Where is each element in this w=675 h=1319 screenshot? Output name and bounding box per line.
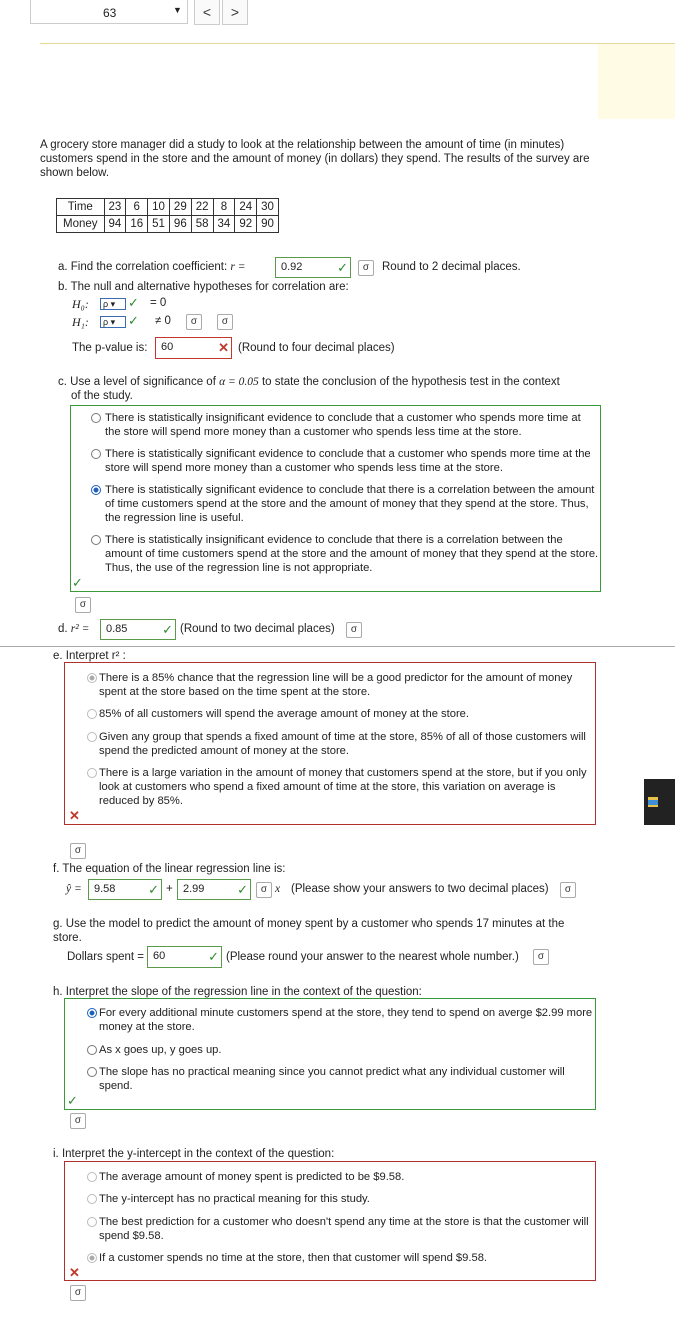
cross-icon: ✕ bbox=[69, 808, 80, 823]
r-squared-variable: r² = bbox=[70, 623, 90, 635]
tool-icon[interactable]: σ bbox=[560, 882, 576, 898]
radio-i-4[interactable] bbox=[87, 1253, 97, 1263]
tool-icon[interactable]: σ bbox=[358, 260, 374, 276]
h0-label: H₀: bbox=[72, 297, 89, 311]
r-squared-value: 0.85 bbox=[106, 623, 128, 635]
table-cell: 10 bbox=[148, 199, 170, 216]
correlation-value: 0.92 bbox=[281, 261, 303, 273]
part-f-label: f. The equation of the linear regression line is: bbox=[53, 863, 286, 875]
correlation-input[interactable] bbox=[275, 257, 351, 278]
slope-input[interactable] bbox=[177, 879, 251, 900]
side-widget-button[interactable] bbox=[644, 779, 675, 825]
radio-e-1[interactable] bbox=[87, 673, 97, 683]
check-icon: ✓ bbox=[148, 882, 159, 897]
data-table bbox=[56, 198, 279, 233]
table-cell: 58 bbox=[191, 216, 213, 233]
tool-icon[interactable]: σ bbox=[217, 314, 233, 330]
r-squared-input[interactable] bbox=[100, 619, 176, 640]
part-c-text-3: of the study. bbox=[71, 390, 133, 402]
table-row bbox=[57, 199, 279, 216]
h0-select[interactable]: ρ ▾ bbox=[100, 298, 126, 310]
table-cell: 30 bbox=[257, 199, 279, 216]
tool-icon[interactable]: σ bbox=[70, 1113, 86, 1129]
option-h-2[interactable]: As x goes up, y goes up. bbox=[99, 1044, 222, 1056]
radio-e-4[interactable] bbox=[87, 768, 97, 778]
option-c-2[interactable]: There is statistically significant evidence to conclude that a customer who spends more time at the store will spend more money than a customer who spends less time at the store. bbox=[105, 448, 591, 474]
check-icon: ✓ bbox=[128, 313, 139, 328]
question-select[interactable] bbox=[30, 0, 188, 24]
h1-relation: ≠ 0 bbox=[155, 315, 171, 327]
pvalue-note: (Round to four decimal places) bbox=[238, 342, 395, 354]
tool-icon[interactable]: σ bbox=[186, 314, 202, 330]
chevron-down-icon: ▼ bbox=[173, 5, 182, 15]
section-divider bbox=[0, 646, 675, 647]
pvalue-value: 60 bbox=[161, 341, 174, 353]
check-icon: ✓ bbox=[128, 295, 139, 310]
tool-icon[interactable]: σ bbox=[256, 882, 272, 898]
h1-select[interactable]: ρ ▾ bbox=[100, 316, 126, 328]
question-number: 63 bbox=[103, 6, 117, 20]
tool-icon[interactable]: σ bbox=[70, 1285, 86, 1301]
table-cell: 8 bbox=[213, 199, 235, 216]
x-variable: x bbox=[275, 883, 281, 895]
option-c-4[interactable]: There is statistically insignificant evidence to conclude that there is a correlation between the amount of time customers spend at the store and the amount of money that they spend at the store. Thus, the use of the regression line is not appropriate. bbox=[105, 534, 599, 574]
next-question-button[interactable]: > bbox=[222, 0, 248, 25]
part-g-label: g. Use the model to predict the amount of money spent by a customer who spends 17 minutes at the store. bbox=[53, 918, 565, 944]
radio-e-3[interactable] bbox=[87, 732, 97, 742]
radio-h-1[interactable] bbox=[87, 1008, 97, 1018]
table-cell: 24 bbox=[235, 199, 257, 216]
radio-c-2[interactable] bbox=[91, 449, 101, 459]
check-icon: ✓ bbox=[337, 260, 348, 275]
radio-i-1[interactable] bbox=[87, 1172, 97, 1182]
option-h-1[interactable]: For every additional minute customers spend at the store, they tend to spend on averge $2.99 more money at the store. bbox=[99, 1007, 593, 1033]
radio-i-2[interactable] bbox=[87, 1194, 97, 1204]
radio-i-3[interactable] bbox=[87, 1217, 97, 1227]
radio-h-3[interactable] bbox=[87, 1067, 97, 1077]
table-cell: 92 bbox=[235, 216, 257, 233]
option-h-3[interactable]: The slope has no practical meaning since you cannot predict what any individual customer will spend. bbox=[99, 1066, 565, 1092]
plus-sign: + bbox=[166, 883, 173, 895]
tool-icon[interactable]: σ bbox=[533, 949, 549, 965]
option-e-2[interactable]: 85% of all customers will spend the average amount of money at the store. bbox=[99, 708, 470, 720]
dollars-value: 60 bbox=[153, 950, 166, 962]
part-c-text-2: to state the conclusion of the hypothesis test in the context bbox=[258, 376, 560, 388]
part-b-label: b. The null and alternative hypotheses for correlation are: bbox=[58, 281, 349, 293]
alpha-value: α = 0.05 bbox=[219, 376, 259, 388]
table-row bbox=[57, 216, 279, 233]
table-cell: 51 bbox=[148, 216, 170, 233]
table-cell: 22 bbox=[191, 199, 213, 216]
h0-select-value: ρ bbox=[103, 299, 109, 309]
table-cell: 90 bbox=[257, 216, 279, 233]
part-d-label bbox=[58, 623, 89, 635]
option-e-3[interactable]: Given any group that spends a fixed amount of time at the store, 85% of all of those customers will spend the predicted amount of money at the store. bbox=[99, 731, 586, 757]
yhat-label: ŷ = bbox=[66, 883, 82, 895]
part-c-label bbox=[58, 375, 603, 403]
option-c-3[interactable]: There is statistically significant evidence to conclude that there is a correlation between the amount of time customers spend at the store and the amount of money that they spend at the store. Thus, the regression line is useful. bbox=[105, 484, 595, 524]
slope-value: 2.99 bbox=[183, 883, 205, 895]
problem-intro: A grocery store manager did a study to look at the relationship between the amount of time (in minutes) customers spend in the store and the amount of money (in dollars) they spend. The results of the survey are shown below. bbox=[40, 139, 590, 179]
notice-panel bbox=[598, 44, 675, 119]
part-c-text: c. Use a level of significance of bbox=[58, 376, 220, 388]
tool-icon[interactable]: σ bbox=[75, 597, 91, 613]
divider bbox=[40, 43, 675, 44]
dollars-input[interactable] bbox=[147, 946, 222, 968]
option-e-4[interactable]: There is a large variation in the amount of money that customers spend at the store, but if you only look at customers who spend a fixed amount of time at the store, this variation on average is reduced by 85%. bbox=[99, 767, 587, 807]
tool-icon[interactable]: σ bbox=[70, 843, 86, 859]
part-a-note: Round to 2 decimal places. bbox=[382, 261, 521, 273]
part-a-text: a. Find the correlation coefficient: bbox=[58, 261, 231, 273]
part-i-label: i. Interpret the y-intercept in the context of the question: bbox=[53, 1148, 335, 1160]
row-header: Time bbox=[57, 199, 105, 216]
table-cell: 94 bbox=[104, 216, 126, 233]
check-icon: ✓ bbox=[237, 882, 248, 897]
pvalue-input[interactable] bbox=[155, 337, 232, 359]
r-variable: r = bbox=[230, 261, 246, 273]
radio-h-2[interactable] bbox=[87, 1045, 97, 1055]
part-g-note: (Please round your answer to the nearest whole number.) bbox=[226, 951, 519, 963]
part-a-label bbox=[58, 261, 246, 273]
row-header: Money bbox=[57, 216, 105, 233]
cross-icon: ✕ bbox=[218, 340, 229, 355]
option-i-3[interactable]: The best prediction for a customer who doesn't spend any time at the store is that the customer will spend $9.58. bbox=[99, 1216, 589, 1242]
part-d-note: (Round to two decimal places) bbox=[180, 623, 335, 635]
check-icon: ✓ bbox=[208, 949, 219, 964]
table-cell: 34 bbox=[213, 216, 235, 233]
option-e-1[interactable]: There is a 85% chance that the regression line will be a good predictor for the amount of money spent at the store based on the time spent at the store. bbox=[99, 672, 573, 698]
part-e-label: e. Interpret r² : bbox=[53, 650, 126, 662]
widget-icon-accent bbox=[648, 800, 658, 805]
intercept-value: 9.58 bbox=[94, 883, 116, 895]
table-cell: 6 bbox=[126, 199, 148, 216]
prev-question-button[interactable]: < bbox=[194, 0, 220, 25]
pvalue-label: The p-value is: bbox=[72, 342, 148, 354]
part-h-label: h. Interpret the slope of the regression line in the context of the question: bbox=[53, 986, 422, 998]
part-d-text: d. bbox=[58, 623, 68, 635]
radio-e-2[interactable] bbox=[87, 709, 97, 719]
radio-c-3[interactable] bbox=[91, 485, 101, 495]
option-c-1[interactable]: There is statistically insignificant evidence to conclude that a customer who spends more time at the store will spend more money than a customer who spends less time at the store. bbox=[105, 412, 581, 438]
table-cell: 23 bbox=[104, 199, 126, 216]
h1-label: H₁: bbox=[72, 315, 89, 329]
radio-c-1[interactable] bbox=[91, 413, 101, 423]
check-icon: ✓ bbox=[162, 622, 173, 637]
check-icon: ✓ bbox=[67, 1093, 78, 1108]
part-f-note: (Please show your answers to two decimal places) bbox=[291, 883, 549, 895]
option-i-1[interactable]: The average amount of money spent is predicted to be $9.58. bbox=[99, 1171, 405, 1183]
radio-c-4[interactable] bbox=[91, 535, 101, 545]
cross-icon: ✕ bbox=[69, 1265, 80, 1280]
dollars-label: Dollars spent = bbox=[67, 951, 145, 963]
option-i-4[interactable]: If a customer spends no time at the store, then that customer will spend $9.58. bbox=[99, 1252, 488, 1264]
check-icon: ✓ bbox=[72, 575, 83, 590]
table-cell: 16 bbox=[126, 216, 148, 233]
tool-icon[interactable]: σ bbox=[346, 622, 362, 638]
h1-select-value: ρ bbox=[103, 317, 109, 327]
intercept-input[interactable] bbox=[88, 879, 162, 900]
table-cell: 96 bbox=[169, 216, 191, 233]
h0-relation: = 0 bbox=[150, 297, 167, 309]
table-cell: 29 bbox=[169, 199, 191, 216]
option-i-2[interactable]: The y-intercept has no practical meaning for this study. bbox=[99, 1193, 370, 1205]
